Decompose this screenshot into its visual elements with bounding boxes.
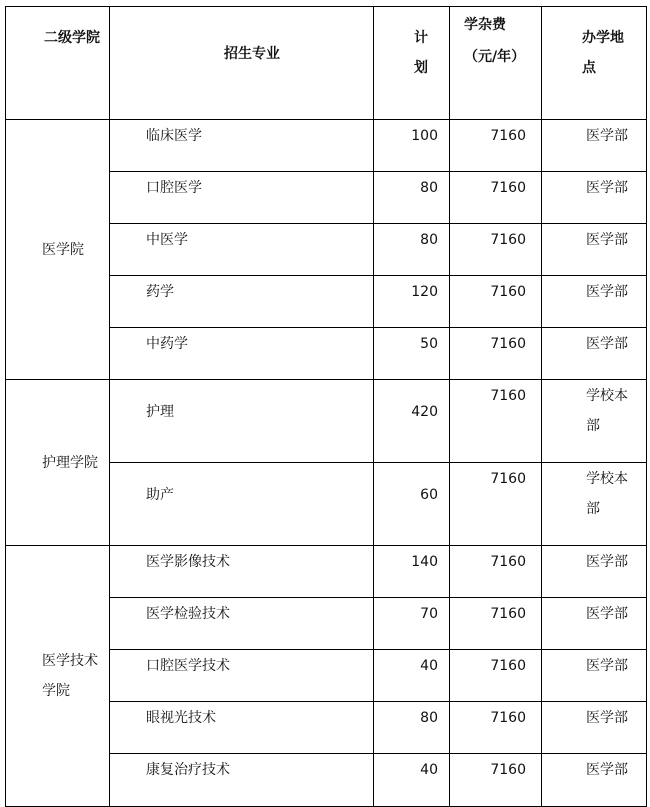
table-row xyxy=(6,546,647,598)
fee-cell: 7160 xyxy=(450,598,542,650)
header-location: 办学地点 xyxy=(542,7,647,120)
plan-cell: 40 xyxy=(374,754,450,807)
major-cell: 护理 xyxy=(110,380,374,463)
location-cell: 医学部 xyxy=(542,328,647,380)
major-cell: 助产 xyxy=(110,463,374,546)
major-cell: 口腔医学 xyxy=(110,172,374,224)
plan-cell: 80 xyxy=(374,702,450,754)
location-cell: 学校本部 xyxy=(542,463,647,546)
college-cell: 医学院 xyxy=(6,120,110,380)
location-cell: 学校本部 xyxy=(542,380,647,463)
fee-cell: 7160 xyxy=(450,702,542,754)
plan-cell: 420 xyxy=(374,380,450,463)
college-cell: 医学技术学院 xyxy=(6,546,110,807)
fee-cell: 7160 xyxy=(450,120,542,172)
fee-cell: 7160 xyxy=(450,380,542,463)
plan-cell: 80 xyxy=(374,172,450,224)
plan-cell: 70 xyxy=(374,598,450,650)
fee-cell: 7160 xyxy=(450,172,542,224)
header-major: 招生专业 xyxy=(110,7,374,120)
enrollment-table xyxy=(5,6,647,807)
location-cell: 医学部 xyxy=(542,598,647,650)
table-row xyxy=(6,380,647,463)
location-cell: 医学部 xyxy=(542,224,647,276)
major-cell: 医学影像技术 xyxy=(110,546,374,598)
header-fee: 学杂费（元/年） xyxy=(450,7,542,120)
major-cell: 中药学 xyxy=(110,328,374,380)
fee-cell: 7160 xyxy=(450,650,542,702)
major-cell: 临床医学 xyxy=(110,120,374,172)
plan-cell: 40 xyxy=(374,650,450,702)
location-cell: 医学部 xyxy=(542,120,647,172)
location-cell: 医学部 xyxy=(542,172,647,224)
header-college: 二级学院 xyxy=(6,7,110,120)
fee-cell: 7160 xyxy=(450,463,542,546)
location-cell: 医学部 xyxy=(542,276,647,328)
location-cell: 医学部 xyxy=(542,650,647,702)
plan-cell: 80 xyxy=(374,224,450,276)
major-cell: 医学检验技术 xyxy=(110,598,374,650)
table-row xyxy=(6,120,647,172)
major-cell: 眼视光技术 xyxy=(110,702,374,754)
fee-cell: 7160 xyxy=(450,754,542,807)
fee-cell: 7160 xyxy=(450,546,542,598)
plan-cell: 50 xyxy=(374,328,450,380)
plan-cell: 60 xyxy=(374,463,450,546)
location-cell: 医学部 xyxy=(542,546,647,598)
location-cell: 医学部 xyxy=(542,754,647,807)
plan-cell: 100 xyxy=(374,120,450,172)
college-cell: 护理学院 xyxy=(6,380,110,546)
major-cell: 康复治疗技术 xyxy=(110,754,374,807)
fee-cell: 7160 xyxy=(450,224,542,276)
location-cell: 医学部 xyxy=(542,702,647,754)
header-plan: 计划 xyxy=(374,7,450,120)
major-cell: 药学 xyxy=(110,276,374,328)
plan-cell: 120 xyxy=(374,276,450,328)
fee-cell: 7160 xyxy=(450,276,542,328)
fee-cell: 7160 xyxy=(450,328,542,380)
plan-cell: 140 xyxy=(374,546,450,598)
major-cell: 中医学 xyxy=(110,224,374,276)
header-row xyxy=(6,7,647,120)
major-cell: 口腔医学技术 xyxy=(110,650,374,702)
